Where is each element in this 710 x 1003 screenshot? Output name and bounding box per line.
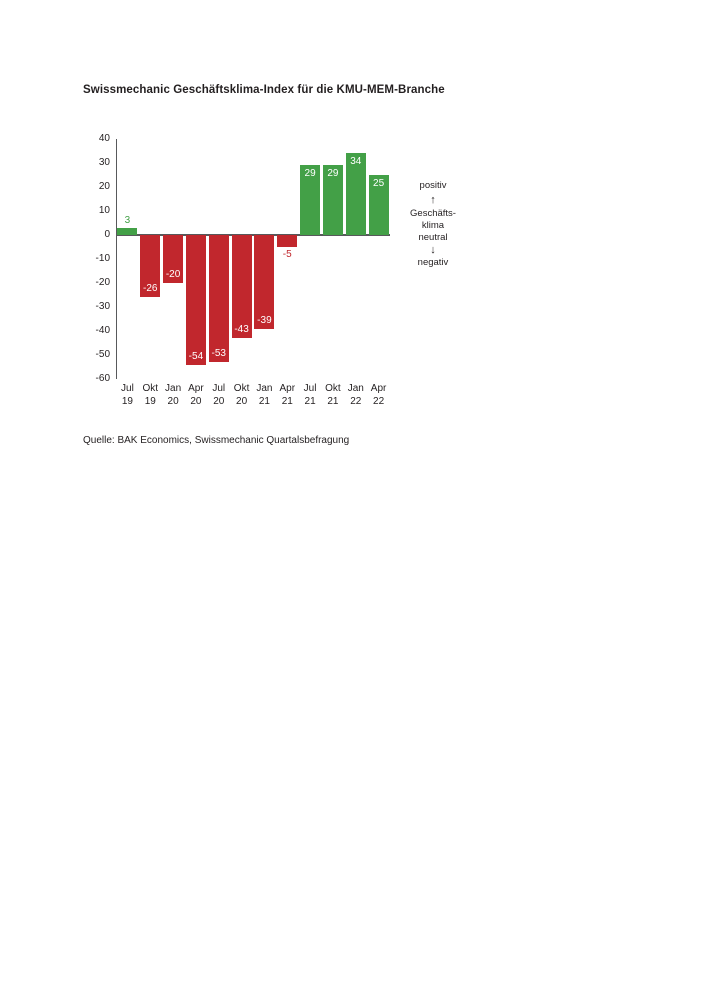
arrow-down-icon: ↓ <box>430 244 436 256</box>
bar-value-label: 29 <box>304 168 316 180</box>
y-tick-label: -30 <box>95 301 110 312</box>
x-tick-label-month: Jul <box>212 383 226 394</box>
x-tick-label-year: 20 <box>190 396 202 407</box>
bar <box>117 228 137 235</box>
bar <box>277 235 297 247</box>
y-tick-label: 10 <box>98 205 110 216</box>
x-tick-label-month: Okt <box>142 383 159 394</box>
x-axis-tick-labels <box>116 382 390 416</box>
x-tick-label-month: Apr <box>188 383 204 394</box>
y-tick-label: -40 <box>95 325 110 336</box>
y-tick-label: -10 <box>95 253 110 264</box>
page-title: Swissmechanic Geschäftsklima-Index für die KMU-MEM-Branche <box>83 84 445 96</box>
bar-value-label: 34 <box>350 156 362 168</box>
y-tick-label: 0 <box>104 229 110 240</box>
x-tick-label-month: Okt <box>325 383 341 394</box>
annotation-positive: positiv <box>419 180 447 191</box>
y-tick-label: -50 <box>95 349 110 360</box>
x-tick-label-month: Jan <box>347 383 364 394</box>
y-tick-label: 20 <box>98 181 110 192</box>
annotation-mid-line2: klima <box>421 220 445 231</box>
x-tick-label-year: 19 <box>144 396 156 407</box>
x-tick-label-month: Jan <box>256 383 273 394</box>
x-tick-label-year: 21 <box>327 396 339 407</box>
x-tick-label <box>362 382 396 408</box>
x-tick-label-month: Jul <box>303 383 317 394</box>
y-axis-tick-labels <box>78 133 110 384</box>
x-tick-label-year: 22 <box>373 396 385 407</box>
x-tick-label-month: Apr <box>279 383 296 394</box>
x-tick-label-month: Okt <box>233 383 250 394</box>
y-tick-label: 40 <box>98 133 110 144</box>
bar-value-label: 29 <box>327 168 339 180</box>
bar-value-label: 25 <box>373 178 385 189</box>
scale-annotation <box>398 180 468 269</box>
x-tick-label-year: 19 <box>121 396 133 407</box>
bar-value-label: 3 <box>124 214 131 226</box>
y-tick-label: -20 <box>95 277 110 288</box>
x-tick-label-year: 21 <box>304 396 316 407</box>
x-tick-label-year: 22 <box>350 396 362 407</box>
x-tick-label-year: 21 <box>281 396 293 407</box>
x-tick-label-year: 20 <box>167 396 179 407</box>
x-tick-label-year: 20 <box>236 396 248 407</box>
annotation-negative: negativ <box>417 257 449 268</box>
x-tick-label-month: Apr <box>370 383 387 394</box>
arrow-up-icon: ↑ <box>430 194 436 206</box>
x-tick-label-month: Jan <box>165 383 182 394</box>
x-tick-label-year: 20 <box>213 396 225 407</box>
x-tick-label-month: Jul <box>121 383 134 394</box>
bar <box>186 235 206 365</box>
chart-plot-area <box>116 139 390 379</box>
bar-value-label: -53 <box>211 348 226 360</box>
annotation-mid-line1: Geschäfts- <box>410 208 456 219</box>
x-tick-label-year: 21 <box>258 396 270 407</box>
y-tick-label: -60 <box>95 373 110 384</box>
annotation-mid-line3: neutral <box>418 232 448 243</box>
bar-value-label: -20 <box>165 269 181 280</box>
bar-value-label: -43 <box>234 324 249 336</box>
bar-value-label: -5 <box>282 249 292 260</box>
bar-series <box>116 139 390 379</box>
bar-value-label: -54 <box>188 350 204 362</box>
bar <box>209 235 229 362</box>
bar-value-label: -39 <box>257 314 272 326</box>
bar-value-label: -26 <box>143 283 158 295</box>
source-note: Quelle: BAK Economics, Swissmechanic Quartalsbefragung <box>83 435 350 446</box>
y-tick-label: 30 <box>98 157 110 168</box>
